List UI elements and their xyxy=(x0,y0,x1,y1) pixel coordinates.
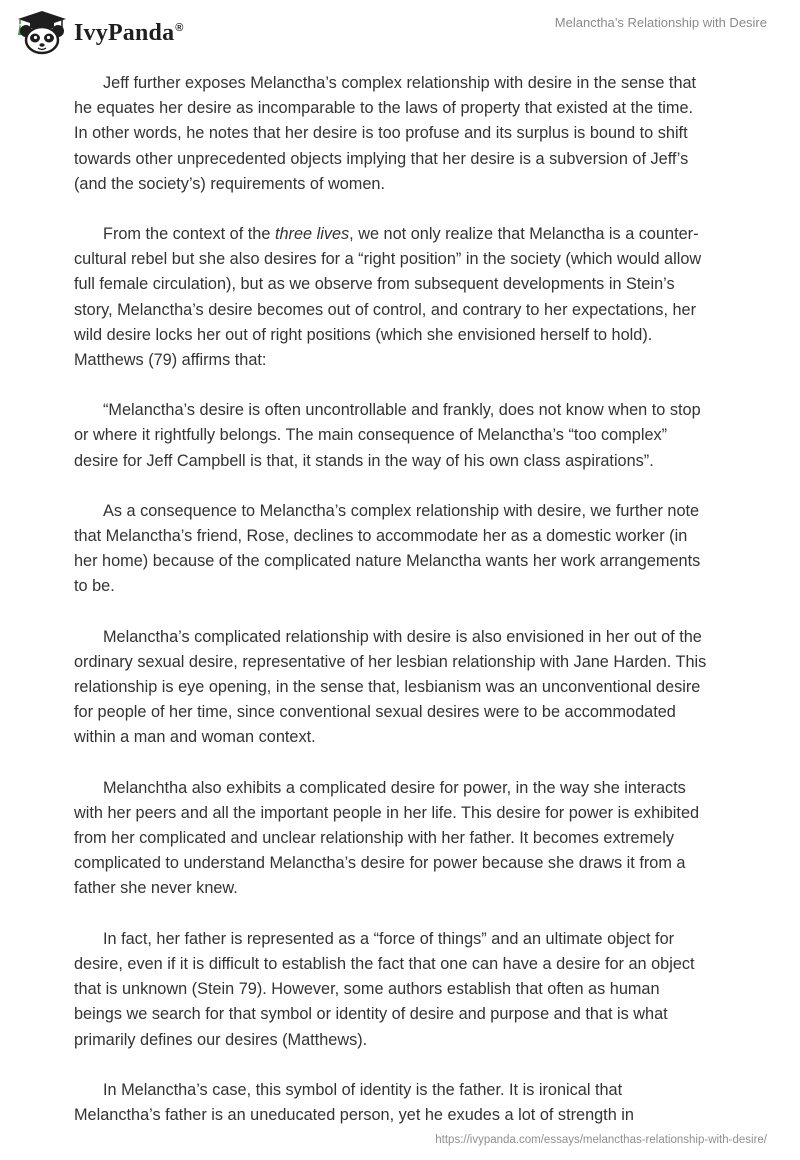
paragraph: As a consequence to Melanctha’s complex relationship with desire, we further note that Melanctha’s friend, Rose, declines to accommodate her as a domestic worker (in her home) because of the complicated nature Melanctha wants her work arrangements to be. xyxy=(74,501,701,596)
brand-name: IvyPanda® xyxy=(74,19,184,46)
paragraph: In fact, her father is represented as a “force of things” and an ultimate object for desire, even if it is difficult to establish the fact that one can have a desire for an object that is unknown (Stein 79). However, some authors establish that often as human beings we search for that symbol or identity of desire and purpose and that is what primarily defines our desires (Matthews). xyxy=(74,929,695,1049)
panda-graduate-icon xyxy=(14,9,70,55)
quote-paragraph: “Melanctha’s desire is often uncontrollable and frankly, does not know when to stop or where it rightfully belongs. The main consequence of Melanctha’s “too complex” desire for Jeff Campbell is that, it stands in the way of his own class aspirations”. xyxy=(74,401,701,470)
paragraph: Jeff further exposes Melanctha’s complex relationship with desire in the sense that he equates her desire as incomparable to the laws of property that existed at the time. In other words, he notes that her desire is too profuse and its surplus is bound to shift towards other unprecedented objects implying that her desire is a subversion of Jeff’s (and the society’s) requirements of women. xyxy=(74,74,697,193)
essay-body xyxy=(74,71,722,1153)
paragraph: Melanctha’s complicated relationship with desire is also envisioned in her out of the ordinary sexual desire, representative of her lesbian relationship with Jane Harden. This relationship is eye opening, in the sense that, lesbianism was an unconventional desire for people of her time, since conventional sexual desires were to be accommodated within a man and woman context. xyxy=(74,627,707,747)
paragraph: Melanchtha also exhibits a complicated desire for power, in the way she interacts with her peers and all the important people in her life. This desire for power is exhibited from her complicated and unclear relationship with her father. It becomes extremely complicated to understand Melanctha’s desire for power because she draws it from a father she never knew. xyxy=(74,778,700,898)
paragraph: In Melanctha’s case, this symbol of identity is the father. It is ironical that Melanctha’s father is an uneducated person, yet he exudes a lot of strength in xyxy=(74,1080,634,1124)
source-url[interactable]: https://ivypanda.com/essays/melancthas-relationship-with-desire/ xyxy=(435,1134,767,1146)
emphasis-title: three lives xyxy=(274,225,350,244)
brand-logo[interactable] xyxy=(14,9,184,55)
document-title: Melanctha’s Relationship with Desire xyxy=(554,15,767,30)
paragraph: From the context of the three lives, we not only realize that Melanctha is a counter- cultural rebel but she also desires for a “right position” in the society (which would allow full female circulation), but as we observe from subsequent developments in Stein’s story, Melanctha’s desire becomes out of control, and contrary to her expectations, her wild desire locks her out of right positions (which she envisioned herself to hold). Matthews (79) affirms that: xyxy=(74,225,702,370)
page-header xyxy=(0,0,800,60)
